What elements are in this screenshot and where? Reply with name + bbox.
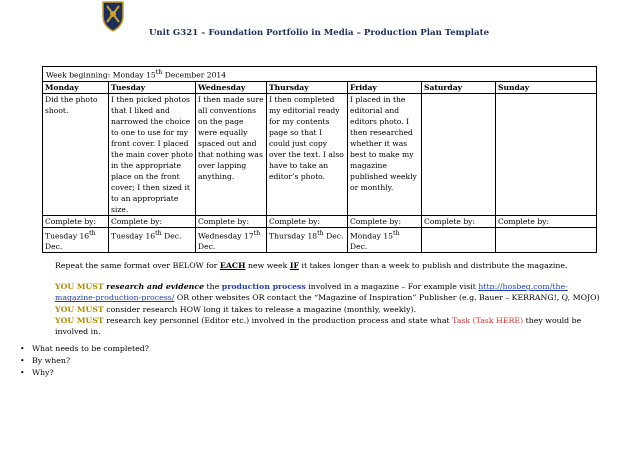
complete-by-tuesday: Complete by: [109,215,196,227]
date-wednesday: Wednesday 17th Dec. [196,227,267,253]
document-title: Unit G321 – Foundation Portfolio in Media – Production Plan Template [148,28,490,38]
complete-by-wednesday: Complete by: [196,215,267,227]
date-saturday [422,227,496,253]
complete-by-monday: Complete by: [43,215,109,227]
task-thursday: I then completed my editorial ready for my contents page so that I could just copy over the text. I also have to take an editor’s photo. [267,93,348,215]
week-sup: th [155,69,163,76]
complete-by-thursday: Complete by: [267,215,348,227]
day-header-monday: Monday [43,81,109,93]
date-monday: Tuesday 16th Dec. [43,227,109,253]
day-header-tuesday: Tuesday [109,81,196,93]
task-sunday [496,93,597,215]
date-row [43,227,597,253]
production-process-link[interactable]: http://hosbeg.com/the-magazine-production-process/ [55,282,568,303]
week-label: Week beginning: Monday 15 [46,70,156,80]
task-wednesday: I then made sure all conventions on the page were equally spaced out and that nothing was over lapping anything. [196,93,267,215]
day-header-friday: Friday [348,81,422,93]
date-tuesday: Tuesday 16th Dec. [109,227,196,253]
task-tuesday: I then picked photos that I liked and narrowed the choice to one to use for my front cover. I placed the main cover photo in the appropriate place on the front cover; I then sized it to an appropriate size. [109,93,196,215]
question-why: • Why? [32,367,149,379]
date-thursday: Thursday 18th Dec. [267,227,348,253]
task-saturday [422,93,496,215]
task-friday: I placed in the editorial and editors photo. I then researched whether it was best to make my magazine published weekly or monthly. [348,93,422,215]
complete-by-saturday: Complete by: [422,215,496,227]
week-beginning-row [43,67,597,82]
date-friday: Monday 15th Dec. [348,227,422,253]
release-instruction: YOU MUST consider research HOW long it takes to release a magazine (monthly, weekly). [55,304,417,314]
complete-by-sunday: Complete by: [496,215,597,227]
day-header-row [43,81,597,93]
research-instruction: YOU MUST research and evidence the production process involved in a magazine – For example visit http://hosbeg.com/the-magazine-production-process/ OR other websites OR contact the “Magazine of Inspiration” Publisher (e.g. Bauer – KERRANG!, Q, MOJO) [55,282,600,303]
question-what: • What needs to be completed? [32,343,149,355]
task-monday: Did the photo shoot. [43,93,109,215]
production-plan-table [42,66,597,253]
day-header-sunday: Sunday [496,81,597,93]
day-header-wednesday: Wednesday [196,81,267,93]
complete-by-row [43,215,597,227]
date-sunday [496,227,597,253]
day-header-saturday: Saturday [422,81,496,93]
week-beginning-cell [43,67,597,82]
week-rest: December 2014 [162,70,227,80]
question-list [20,343,149,379]
question-when: • By when? [32,355,149,367]
instructions-section [55,260,600,337]
complete-by-friday: Complete by: [348,215,422,227]
personnel-instruction: YOU MUST research key personnel (Editor etc.) involved in the production process and state what Task (Task HERE) they would be involved in. [55,315,582,337]
task-row [43,93,597,215]
day-header-thursday: Thursday [267,81,348,93]
repeat-instruction: Repeat the same format over BELOW for EACH new week IF it takes longer than a week to publish and distribute the magazine. [55,261,568,270]
